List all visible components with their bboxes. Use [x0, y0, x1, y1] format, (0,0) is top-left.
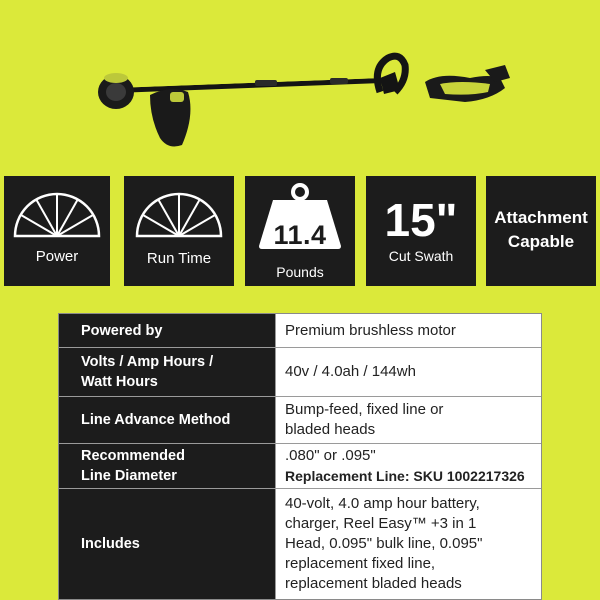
spec-value-text: replacement fixed line, [285, 555, 436, 572]
string-trimmer-image [0, 0, 600, 170]
spec-value-text: replacement bladed heads [285, 575, 462, 592]
spec-value-text: 40-volt, 4.0 amp hour battery, [285, 495, 480, 512]
spec-value [275, 489, 541, 599]
badge-caption-power: Power [35, 248, 79, 265]
spec-value [275, 444, 541, 488]
spec-label [59, 314, 275, 347]
replacement-line-sku: Replacement Line: SKU 1002217326 [285, 468, 525, 484]
badge-cut-swath [366, 176, 476, 286]
spec-label [59, 397, 275, 443]
spec-label-text: Recommended [81, 448, 185, 464]
half-circle-gauge-icon [11, 188, 103, 240]
spec-row-line-advance [59, 397, 541, 444]
spec-value-text: .080" or .095" [285, 447, 376, 464]
spec-row-powered-by [59, 314, 541, 348]
specs-table [58, 313, 542, 600]
badge-weight [245, 176, 355, 286]
spec-label-text: Line Diameter [81, 468, 177, 484]
attachment-line1: Attachment [494, 208, 588, 227]
spec-value-text: charger, Reel Easy™ +3 in 1 [285, 515, 477, 532]
badge-caption-cut-swath: Cut Swath [388, 248, 454, 264]
spec-label-text: Watt Hours [81, 374, 158, 390]
spec-label-text: Includes [81, 536, 140, 552]
spec-label-text: Line Advance Method [81, 412, 231, 428]
attachment-line2: Capable [507, 232, 575, 251]
spec-label-text: Volts / Amp Hours / [81, 354, 214, 370]
spec-label [59, 489, 275, 599]
spec-value-text: 40v / 4.0ah / 144wh [285, 363, 416, 380]
spec-value [275, 314, 541, 347]
badge-run-time [124, 176, 234, 286]
badge-caption-run-time: Run Time [146, 250, 212, 267]
spec-value-text: Bump-feed, fixed line or [285, 401, 444, 418]
badge-attachment-capable [486, 176, 596, 286]
spec-value [275, 348, 541, 396]
spec-row-line-diameter [59, 444, 541, 489]
badge-power [4, 176, 110, 286]
spec-row-includes [59, 489, 541, 599]
spec-label [59, 348, 275, 396]
spec-value-text: Head, 0.095" bulk line, 0.095" [285, 535, 483, 552]
spec-value-text: Premium brushless motor [285, 321, 456, 339]
badge-caption-weight: Pounds [276, 264, 324, 280]
weight-value: 11.4 [273, 220, 327, 250]
spec-label [59, 444, 275, 488]
spec-row-volts [59, 348, 541, 397]
spec-value [275, 397, 541, 443]
spec-label-text: Powered by [81, 322, 163, 339]
half-circle-gauge-icon [133, 188, 225, 240]
spec-value-text: bladed heads [285, 421, 376, 438]
swath-value: 15" [384, 194, 458, 246]
